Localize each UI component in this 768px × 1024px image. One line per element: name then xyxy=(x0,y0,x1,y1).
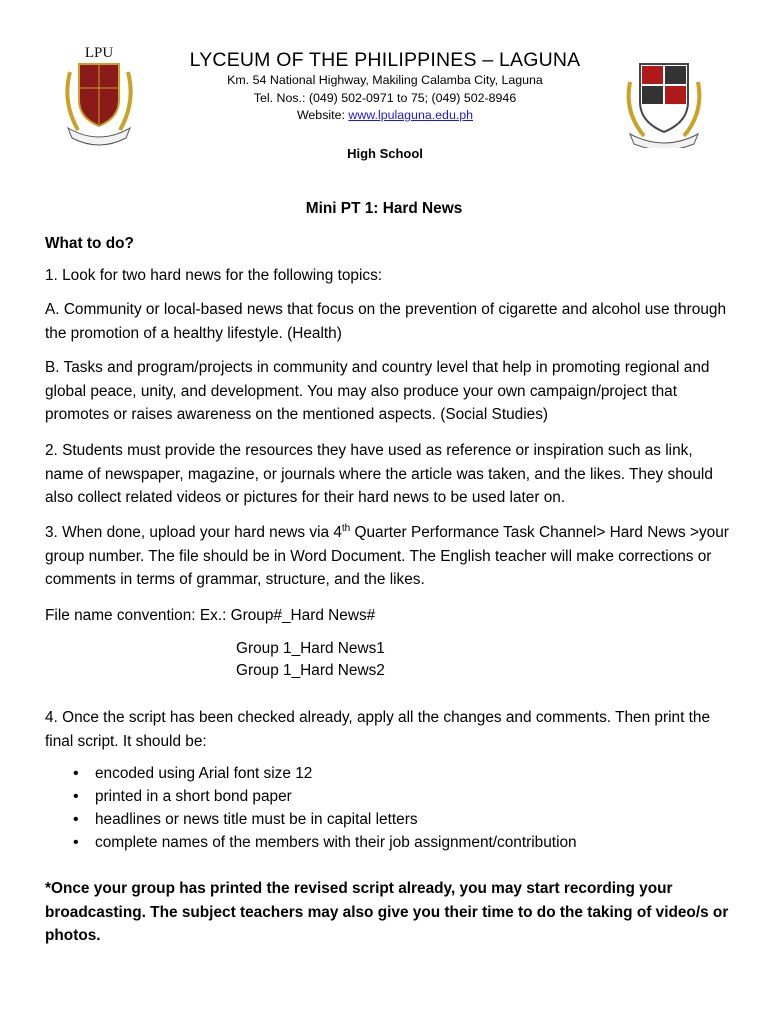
topic-b xyxy=(45,356,735,427)
department-label: High School xyxy=(347,146,423,161)
step-3-superscript: th xyxy=(341,522,351,534)
logo-text: LPU xyxy=(84,45,114,61)
school-name: LYCEUM OF THE PHILIPPINES – LAGUNA xyxy=(189,49,581,71)
requirements-list xyxy=(45,762,577,854)
step-4 xyxy=(45,706,735,753)
step-3-part-1: 3. When done, upload your hard news via 4 xyxy=(45,524,342,541)
example-filename-1: Group 1_Hard News1 xyxy=(236,640,385,657)
website-link[interactable]: www.lpulaguna.edu.ph xyxy=(348,108,474,122)
list-item: • encoded using Arial font size 12 xyxy=(45,762,577,785)
letterhead xyxy=(140,48,630,125)
list-item: • printed in a short bond paper xyxy=(45,785,577,808)
school-telephone: Tel. Nos.: (049) 502-0971 to 75; (049) 502-8946 xyxy=(253,90,517,105)
list-item: • headlines or news title must be in capital letters xyxy=(45,808,577,831)
step-3-part-2: Quarter Performance Task Channel> Hard News >your group number. The file should be in Word Document. The English teacher will make corrections or comments in terms of grammar, structure, and the likes. xyxy=(45,524,729,588)
topic-a xyxy=(45,298,735,345)
what-to-do-text: What to do? xyxy=(45,235,134,252)
what-to-do-heading xyxy=(45,232,735,256)
step-2 xyxy=(45,439,735,510)
document-title: Mini PT 1: Hard News xyxy=(305,200,463,217)
list-item: • complete names of the members with their job assignment/contribution xyxy=(45,831,577,854)
file-name-convention xyxy=(45,604,735,628)
school-website xyxy=(140,107,630,125)
step-3 xyxy=(45,521,735,592)
lpu-logo xyxy=(60,42,138,146)
lpu-high-school-logo xyxy=(624,56,704,148)
school-address: Km. 54 National Highway, Makiling Calamba City, Laguna xyxy=(227,73,543,87)
topic-a-text: A. Community or local-based news that focus on the prevention of cigarette and alcohol use through the promotion of a healthy lifestyle. (Health) xyxy=(45,301,727,342)
closing-note xyxy=(45,877,735,948)
step-3-text xyxy=(45,521,735,592)
website-label: Website: xyxy=(296,108,345,122)
step-2-text: 2. Students must provide the resources they have used as reference or inspiration such as link, name of newspaper, magazine, or journals where the article was taken, and the likes. They should also collect related videos or pictures for their hard news to be used later on. xyxy=(45,442,713,506)
step-4-text: 4. Once the script has been checked already, apply all the changes and comments. Then print the final script. It should be: xyxy=(45,709,711,750)
topic-b-text: B. Tasks and program/projects in community and country level that help in promoting regional and global peace, unity, and development. You may also produce your own campaign/project that promotes or raises awareness on the mentioned aspects. (Social Studies) xyxy=(45,359,710,423)
closing-note-text: *Once your group has printed the revised script already, you may start recording your broadcasting. The subject teachers may also give you their time to do the taking of video/s or photos. xyxy=(45,880,729,944)
file-convention-text: File name convention: Ex.: Group#_Hard News# xyxy=(45,607,376,624)
example-filename-2: Group 1_Hard News2 xyxy=(236,662,385,679)
step-1-text: 1. Look for two hard news for the following topics: xyxy=(45,267,383,284)
step-1 xyxy=(45,264,735,288)
